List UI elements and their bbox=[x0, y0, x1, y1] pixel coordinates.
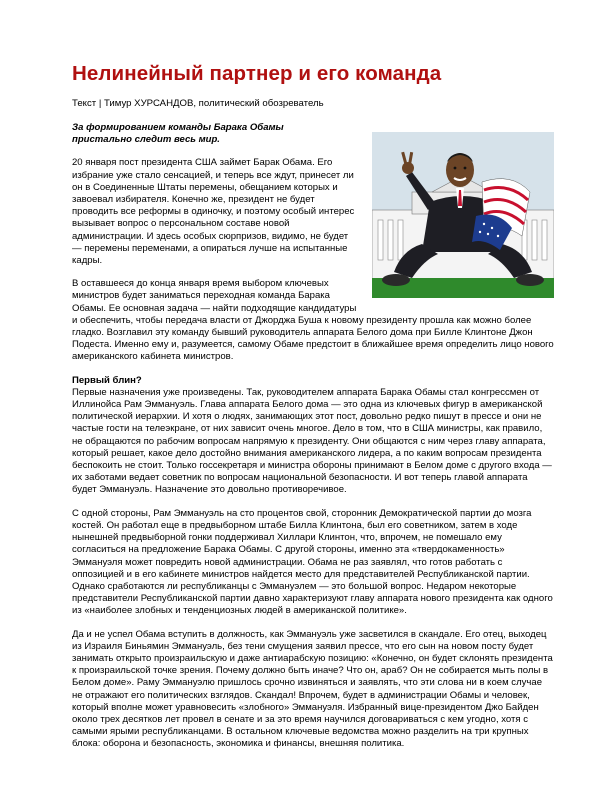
article-lead: За формированием команды Барака Обамы пристально следит весь мир. bbox=[72, 122, 284, 146]
article-byline: Текст | Тимур ХУРСАНДОВ, политический обозреватель bbox=[72, 98, 324, 109]
paragraph-4: С одной стороны, Рам Эммануэль на сто процентов свой, сторонник Демократической партии до мозга костей. Он работал еще в предвыборном штабе Билла Клинтона, был его советником, затем в ходе нынешней предвыборной гонки поддерживал Хиллари Клинтон, что, впрочем, не помешало ему согласиться на предложение Барака Обамы. С другой стороны, именно эта «твердокаменность» Эммануэля может повредить новой администрации. Обама не раз заявлял, что готов работать с оппозицией и в его кабинете министров найдется место для представителей Республиканской партии. Однако сработаются ли республиканцы с Эммануэлем — это большой вопрос. Недаром некоторые представители Республиканской партии давно характеризуют главу аппарата нового президента как одного из «наиболее злобных и тенденциозных людей в американской политике». bbox=[72, 507, 553, 617]
paragraph-2: В оставшееся до конца января время выбором ключевых министров будет заниматься переходная команда Барака Обамы. Ее основная задача — найти подходящие кандидатуры и обеспечить, чтобы передача власти от Джорджа Буша к новому президенту прошла как можно более гладко. Возглавил эту команду бывший руководитель аппарата Белого дома при Билле Клинтоне Джон Подеста. Именно ему и, разумеется, самому Обаме предстоит в ближайшее время определить лицо нового американского кабинета министров. bbox=[72, 278, 554, 363]
paragraph-3: Первые назначения уже произведены. Так, руководителем аппарата Барака Обамы стал конгрессмен от Иллинойса Рам Эммануэль. Глава аппарата Белого дома — это одна из ключевых фигур в американской политической иерархии. И хотя о людях, занимающих этот пост, довольно редко пишут в прессе и они не частые гости на телеэкране, от них зависит очень многое. Дело в том, что в США министры, как правило, не обращаются по рабочим вопросам напрямую к президенту. Они общаются с ним через главу аппарата, который решает, какое дело достойно внимания американского лидера, а по каким вопросам президента беспокоить не стоит. Только госсекретаря и министра обороны принимают в Белом доме с другого входа — их заботами ведает советник по вопросам национальной безопасности. И вот теперь главой аппарата будет Эммануэль. Назначение это довольно противоречивое. bbox=[72, 386, 552, 496]
article-body bbox=[72, 122, 554, 762]
paragraph-5: Да и не успел Обама вступить в должность, как Эммануэль уже засветился в скандале. Его отец, выходец из Израиля Биньямин Эммануэль, без тени смущения заявил прессе, что его сын на новом посту будет занимать открыто произраильскую и даже антиарабскую позицию: «Конечно, он будет склонять президента к произраильской точке зрения. Почему должно быть иначе? Что он, араб? Он не собирается мыть полы в Белом доме». Раму Эммануэлю пришлось срочно извиняться и заявлять, что эти слова ни в коем случае не отражают его политических взглядов. Скандал! Впрочем, будет в администрации Обамы и человек, который вполне может уравновесить «злобного» Эммануэля. Избранный вице-президентом Джо Байден около трех десятков лет провел в сенате и за это время научился договариваться с кем угодно, хотя с самыми ярыми республиканцами. В остальном ключевые ведомства можно разделить на три крупных блока: оборона и безопасность, экономика и финансы, внешняя политика. bbox=[72, 628, 553, 750]
caricature-illustration bbox=[372, 132, 554, 298]
caricature-image bbox=[372, 132, 554, 298]
section-subheading: Первый блин? bbox=[72, 374, 142, 386]
paragraph-1: 20 января пост президента США займет Барак Обама. Его избрание уже стало сенсацией, и теперь все ждут, принесет ли он в Соединенные Штаты перемены, обещанием которых и завоевал избирателя. Конечно же, президент не будет проводить все реформы в одиночку, и поэтому особый интерес вызывает вопрос о персональном составе новой администрации. И здесь особых сюрпризов, видимо, не будет — перемены переменами, а опираться лучше на испытанные кадры. bbox=[72, 157, 355, 267]
article-title: Нелинейный партнер и его команда bbox=[72, 62, 442, 85]
